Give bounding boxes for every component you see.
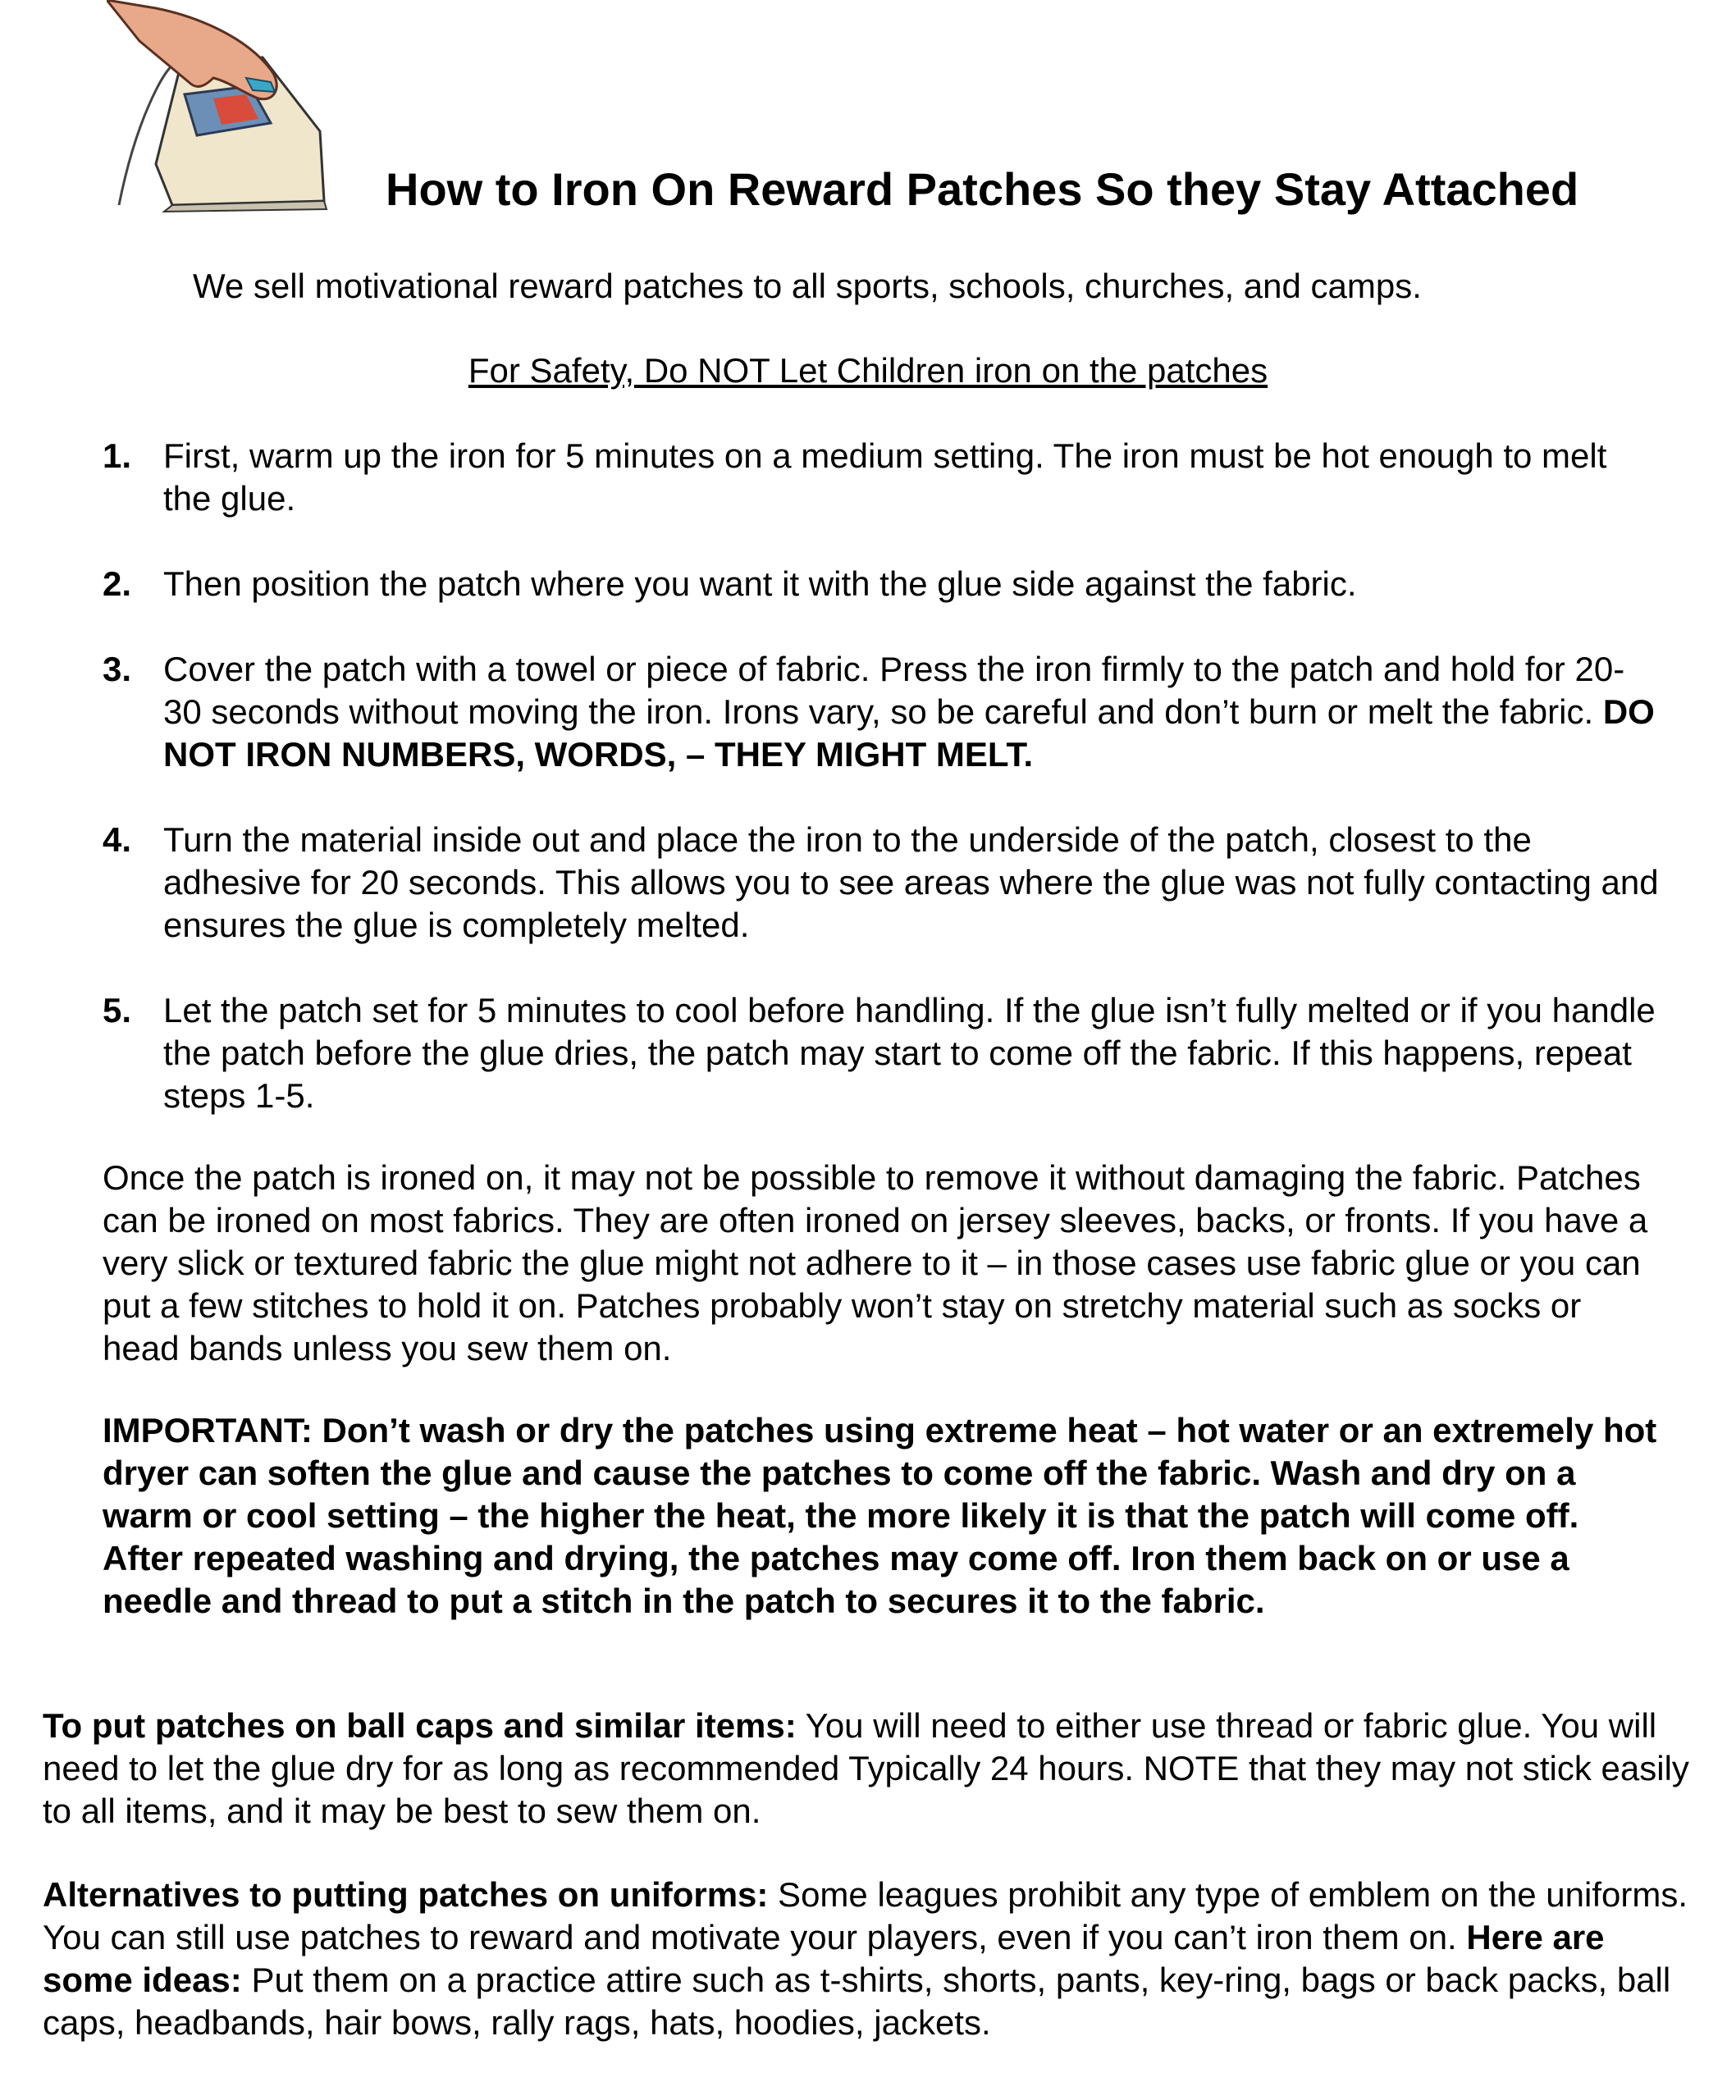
alternatives-text: Some leagues prohibit any type of emblem on the uniforms. You can still use patches to reward and motivate your players, even if you can’t iron them on. xyxy=(43,1875,1688,1956)
step-warning: DO NOT IRON NUMBERS, WORDS, – THEY MIGHT MELT. xyxy=(163,692,1655,774)
step-number: 1. xyxy=(103,436,132,475)
step-item xyxy=(103,989,1661,1117)
alternatives-lead: Alternatives to putting patches on uniforms: xyxy=(43,1875,769,1914)
step-item xyxy=(103,563,1661,605)
alternatives-paragraph xyxy=(43,1874,1692,2044)
safety-note: For Safety, Do NOT Let Children iron on the patches xyxy=(468,351,1268,390)
ball-caps-text: You will need to either use thread or fabric glue. You will need to let the glue dry for as long as recommended Typically 24 hours. NOTE that they may not stick easily to all items, and it may be best to sew them on. xyxy=(43,1706,1689,1830)
intro-text: We sell motivational reward patches to all sports, schools, churches, and camps. xyxy=(193,267,1422,305)
step-text: Then position the patch where you want it with the glue side against the fabric. xyxy=(163,564,1357,603)
ideas-lead: Here are some ideas: xyxy=(43,1918,1605,1999)
step-text: Turn the material inside out and place the iron to the underside of the patch, closest to the adhesive for 20 seconds. This allows you to see areas where the glue was not fully contacting and ensures the glue is completely melted. xyxy=(163,820,1659,944)
step-item xyxy=(103,648,1661,776)
step-number: 2. xyxy=(103,564,132,603)
step-text: First, warm up the iron for 5 minutes on a medium setting. The iron must be hot enough to melt the glue. xyxy=(163,436,1607,518)
step-item xyxy=(103,819,1661,947)
step-item xyxy=(103,435,1661,520)
ideas-text: Put them on a practice attire such as t-shirts, shorts, pants, key-ring, bags or back packs, ball caps, headbands, hair bows, rally rags, hats, hoodies, jackets. xyxy=(43,1961,1671,2042)
step-text: Cover the patch with a towel or piece of fabric. Press the iron firmly to the patch and hold for 20-30 seconds without moving the iron. Irons vary, so be careful and don’t burn or melt the fabric. xyxy=(163,650,1625,731)
step-number: 4. xyxy=(103,820,132,859)
ball-caps-lead: To put patches on ball caps and similar items: xyxy=(43,1706,797,1745)
removal-paragraph: Once the patch is ironed on, it may not be possible to remove it without damaging the fabric. Patches can be ironed on most fabrics. They are often ironed on jersey sleeves, backs, or fronts. If you have a very slick or textured fabric the glue might not adhere to it – in those cases use fabric glue or you can put a few stitches to hold it on. Patches probably won’t stay on stretchy material such as socks or head bands unless you sew them on. xyxy=(103,1158,1648,1367)
page-title: How to Iron On Reward Patches So they Stay Attached xyxy=(386,163,1579,215)
hand-ironing-illustration xyxy=(107,0,336,213)
steps-list xyxy=(103,435,1661,1160)
ball-caps-paragraph xyxy=(43,1705,1692,1833)
step-text: Let the patch set for 5 minutes to cool before handling. If the glue isn’t fully melted or if you handle the patch before the glue dries, the patch may start to come off the fabric. If this happens, repeat steps 1-5. xyxy=(163,991,1656,1115)
important-paragraph: IMPORTANT: Don’t wash or dry the patches using extreme heat – hot water or an extremely hot dryer can soften the glue and cause the patches to come off the fabric. Wash and dry on a warm or cool setting – the higher the heat, the more likely it is that the patch will come off. After repeated washing and drying, the patches may come off. Iron them back on or use a needle and thread to put a stitch in the patch to secures it to the fabric. xyxy=(103,1411,1657,1620)
step-number: 3. xyxy=(103,650,132,688)
step-number: 5. xyxy=(103,991,132,1029)
